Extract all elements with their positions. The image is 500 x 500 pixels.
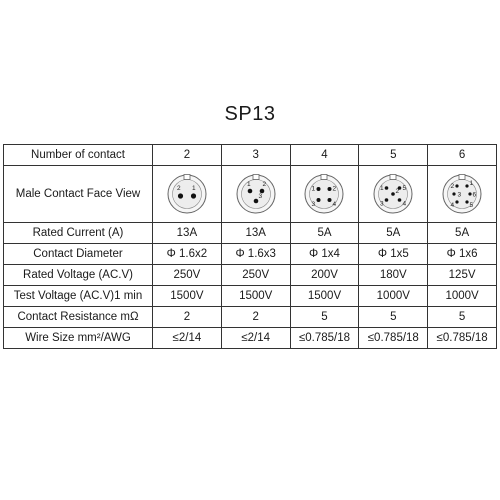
table-cell: 125V bbox=[428, 265, 497, 286]
pin bbox=[468, 192, 471, 195]
table-cell: 180V bbox=[359, 265, 428, 286]
table-cell: Φ 1.6x2 bbox=[153, 244, 222, 265]
table-cell: Φ 1x6 bbox=[428, 244, 497, 265]
table-cell: ≤0.785/18 bbox=[428, 328, 497, 349]
pin bbox=[465, 200, 468, 203]
row-label: Rated Current (A) bbox=[4, 223, 153, 244]
table-cell: 13A bbox=[153, 223, 222, 244]
table-cell: ≤0.785/18 bbox=[359, 328, 428, 349]
table-row-rated-voltage bbox=[4, 265, 497, 286]
table-row-contacts bbox=[4, 145, 497, 166]
pin bbox=[465, 184, 468, 187]
row-label: Male Contact Face View bbox=[4, 166, 153, 223]
connector-face-icon bbox=[441, 173, 483, 215]
pin bbox=[452, 192, 455, 195]
table-cell: 5 bbox=[359, 145, 428, 166]
connector-face-2-pin bbox=[153, 166, 222, 223]
connector-face-icon bbox=[303, 173, 345, 215]
table-cell: 2 bbox=[221, 307, 290, 328]
table-row-face-view bbox=[4, 166, 497, 223]
connector-face-6-pin bbox=[428, 166, 497, 223]
pin bbox=[385, 186, 389, 190]
pin-label: 3 bbox=[258, 193, 262, 200]
pin-label: 2 bbox=[262, 181, 266, 188]
page-title: SP13 bbox=[224, 103, 276, 125]
pin bbox=[385, 198, 389, 202]
table-cell: 2 bbox=[153, 307, 222, 328]
table-cell: 3 bbox=[221, 145, 290, 166]
connector-face-icon bbox=[235, 173, 277, 215]
pin-label: 4 bbox=[332, 201, 337, 208]
table-cell: 1500V bbox=[153, 286, 222, 307]
pin bbox=[247, 189, 252, 194]
row-label: Number of contact bbox=[4, 145, 153, 166]
table-cell: 5 bbox=[428, 307, 497, 328]
pin bbox=[178, 193, 183, 198]
table-row-test-voltage bbox=[4, 286, 497, 307]
table-cell: 200V bbox=[290, 265, 359, 286]
pin bbox=[455, 200, 458, 203]
pin bbox=[317, 198, 321, 202]
pin-label: 2 bbox=[450, 183, 455, 190]
table-cell: 1000V bbox=[359, 286, 428, 307]
table-cell: 1500V bbox=[290, 286, 359, 307]
pin-label: 4 bbox=[402, 200, 407, 208]
pin-label: 2 bbox=[332, 185, 337, 193]
pin-label: 5 bbox=[469, 202, 474, 209]
table-cell: 5A bbox=[428, 223, 497, 244]
table-cell: Φ 1x4 bbox=[290, 244, 359, 265]
table-cell: 250V bbox=[221, 265, 290, 286]
pin-label: 2 bbox=[176, 185, 181, 192]
table-cell: 1500V bbox=[221, 286, 290, 307]
spec-table bbox=[3, 144, 497, 349]
table-row-wire-size bbox=[4, 328, 497, 349]
table-cell: ≤0.785/18 bbox=[290, 328, 359, 349]
table-row-contact-diameter bbox=[4, 244, 497, 265]
table-row-contact-resistance bbox=[4, 307, 497, 328]
pin-label: 2 bbox=[395, 188, 400, 195]
row-label: Wire Size mm²/AWG bbox=[4, 328, 153, 349]
pin bbox=[191, 193, 196, 198]
table-cell: Φ 1.6x3 bbox=[221, 244, 290, 265]
pin bbox=[317, 187, 321, 191]
table-cell: 5A bbox=[359, 223, 428, 244]
table-cell: ≤2/14 bbox=[153, 328, 222, 349]
table-cell: Φ 1x5 bbox=[359, 244, 428, 265]
pin-label: 1 bbox=[311, 185, 316, 193]
pin-label: 1 bbox=[246, 181, 251, 188]
pin-label: 3 bbox=[311, 201, 316, 208]
row-label: Contact Diameter bbox=[4, 244, 153, 265]
table-cell: 5A bbox=[290, 223, 359, 244]
pin bbox=[455, 184, 458, 187]
pin-label: 5 bbox=[402, 185, 407, 192]
connector-face-icon bbox=[166, 173, 208, 215]
table-cell: 1000V bbox=[428, 286, 497, 307]
table-cell: ≤2/14 bbox=[221, 328, 290, 349]
pin-label: 3 bbox=[457, 191, 462, 199]
row-label: Test Voltage (AC.V)1 min bbox=[4, 286, 153, 307]
table-cell: 2 bbox=[153, 145, 222, 166]
pin-label: 1 bbox=[191, 185, 196, 192]
connector-face-3-pin bbox=[221, 166, 290, 223]
row-label: Contact Resistance mΩ bbox=[4, 307, 153, 328]
pin bbox=[391, 192, 395, 196]
table-cell: 6 bbox=[428, 145, 497, 166]
row-label: Rated Voltage (AC.V) bbox=[4, 265, 153, 286]
connector-face-5-pin bbox=[359, 166, 428, 223]
pin-label: 3 bbox=[380, 200, 384, 208]
table-row-rated-current bbox=[4, 223, 497, 244]
connector-face-4-pin bbox=[290, 166, 359, 223]
pin-label: 1 bbox=[380, 185, 384, 192]
table-cell: 250V bbox=[153, 265, 222, 286]
pin-label: 4 bbox=[450, 202, 455, 209]
pin-label: 6 bbox=[472, 191, 477, 199]
table-cell: 5 bbox=[359, 307, 428, 328]
pin bbox=[328, 187, 332, 191]
pin bbox=[328, 198, 332, 202]
table-cell: 13A bbox=[221, 223, 290, 244]
table-cell: 4 bbox=[290, 145, 359, 166]
pin-label: 1 bbox=[469, 180, 474, 187]
pin bbox=[398, 198, 402, 202]
connector-face-icon bbox=[372, 173, 414, 215]
table-cell: 5 bbox=[290, 307, 359, 328]
